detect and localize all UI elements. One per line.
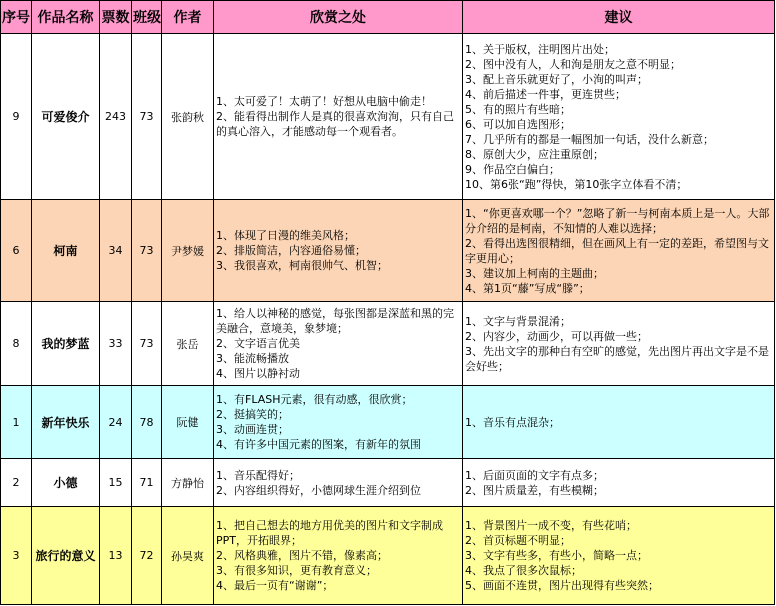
header-votes: 票数 xyxy=(100,1,132,34)
cell-votes: 243 xyxy=(100,34,132,200)
appreciation-line: 1、把自己想去的地方用优美的图片和文字制成PPT，开拓眼界； xyxy=(216,519,443,547)
appreciation-line: 1、给人以神秘的感觉，每张图都是深蓝和黑的完美融合，意境美，象梦境； xyxy=(216,307,454,335)
suggestions-line: 10、第6张“跑”得快，第10张字立体看不清； xyxy=(465,177,688,191)
suggestions-line: 3、配上音乐就更好了，小洵的叫声； xyxy=(465,72,648,86)
suggestions-line: 4、我点了很多次鼠标； xyxy=(465,564,582,577)
header-title: 作品名称 xyxy=(32,1,100,34)
header-no: 序号 xyxy=(1,1,32,34)
suggestions-line: 1、文字与背景混淆； xyxy=(465,314,571,328)
cell-votes: 15 xyxy=(100,459,132,507)
appreciation-line: 1、体现了日漫的维美风格； xyxy=(216,229,355,242)
table-row xyxy=(1,386,775,459)
suggestions-line: 2、内容少，动画少，可以再做一些； xyxy=(465,329,648,343)
appreciation-line: 4、图片以静衬动 xyxy=(216,367,300,380)
cell-no: 2 xyxy=(1,459,32,507)
cell-suggestions xyxy=(463,302,775,386)
suggestions-line: 7、几乎所有的都是一幅图加一句话，没什么新意； xyxy=(465,132,714,146)
cell-no: 8 xyxy=(1,302,32,386)
cell-suggestions xyxy=(463,386,775,459)
suggestions-line: 1、后面页面的文字有点多； xyxy=(465,468,604,482)
header-row xyxy=(1,1,775,34)
cell-votes: 13 xyxy=(100,507,132,605)
appreciation-line: 3、动画连贯； xyxy=(216,423,289,436)
suggestions-line: 4、第1页“藤”写成“滕”； xyxy=(465,281,590,295)
suggestions-line: 2、看得出选图很精细，但在画风上有一定的差距，希望图与文字更用心； xyxy=(465,236,769,265)
suggestions-line: 5、画面不连贯，图片出现得有些突然； xyxy=(465,579,659,592)
suggestions-line: 2、首页标题不明显； xyxy=(465,534,571,547)
appreciation-line: 1、太可爱了！太萌了！好想从电脑中偷走！ xyxy=(216,95,432,108)
suggestions-line: 4、前后描述一件事，更连贯些； xyxy=(465,87,626,101)
cell-class: 73 xyxy=(132,200,162,302)
cell-title: 我的梦蓝 xyxy=(32,302,100,386)
header-suggestions: 建议 xyxy=(463,1,775,34)
header-author: 作者 xyxy=(162,1,214,34)
cell-author: 张韵秋 xyxy=(162,34,214,200)
appreciation-line: 1、音乐配得好； xyxy=(216,468,300,482)
cell-author: 阮健 xyxy=(162,386,214,459)
cell-title: 新年快乐 xyxy=(32,386,100,459)
suggestions-line: 3、文字有些多，有些小，简略一点； xyxy=(465,549,648,562)
cell-appreciation xyxy=(214,200,463,302)
appreciation-line: 1、有FLASH元素，很有动感，很欣赏； xyxy=(216,393,413,406)
cell-votes: 24 xyxy=(100,386,132,459)
cell-title: 旅行的意义 xyxy=(32,507,100,605)
suggestions-line: 2、图中没有人，人和洵是朋友之意不明显； xyxy=(465,57,681,71)
cell-class: 78 xyxy=(132,386,162,459)
cell-class: 73 xyxy=(132,302,162,386)
cell-author: 孙昊爽 xyxy=(162,507,214,605)
cell-appreciation xyxy=(214,507,463,605)
header-appreciation: 欣赏之处 xyxy=(214,1,463,34)
table-row xyxy=(1,459,775,507)
cell-no: 9 xyxy=(1,34,32,200)
cell-suggestions xyxy=(463,459,775,507)
cell-appreciation xyxy=(214,459,463,507)
suggestions-line: 3、先出文字的那种白有空旷的感觉，先出图片再出文字是不是会好些； xyxy=(465,344,769,373)
table-row xyxy=(1,507,775,605)
suggestions-line: 6、可以加自选图形； xyxy=(465,117,571,131)
cell-no: 3 xyxy=(1,507,32,605)
cell-author: 方静怡 xyxy=(162,459,214,507)
suggestions-line: 5、有的照片有些暗； xyxy=(465,102,571,116)
cell-appreciation xyxy=(214,386,463,459)
suggestions-line: 1、“你更喜欢哪一个？”忽略了新一与柯南本质上是一人。大部分介绍的是柯南，不知情的人难以选择； xyxy=(465,206,770,235)
cell-class: 72 xyxy=(132,507,162,605)
cell-title: 可爱俊介 xyxy=(32,34,100,200)
header-class: 班级 xyxy=(132,1,162,34)
appreciation-line: 2、排版简洁，内容通俗易懂； xyxy=(216,244,366,257)
suggestions-line: 3、建议加上柯南的主题曲； xyxy=(465,266,604,280)
appreciation-line: 3、有很多知识，更有教育意义； xyxy=(216,564,377,577)
table-row xyxy=(1,200,775,302)
table-row xyxy=(1,34,775,200)
suggestions-line: 9、作品空白偏白； xyxy=(465,162,560,176)
cell-title: 柯南 xyxy=(32,200,100,302)
appreciation-line: 4、最后一页有“谢谢”； xyxy=(216,579,334,592)
suggestions-line: 1、音乐有点混杂； xyxy=(465,415,560,429)
appreciation-line: 2、风格典雅，图片不错，像素高； xyxy=(216,549,388,562)
suggestions-line: 1、关于版权，注明图片出处； xyxy=(465,42,615,56)
appreciation-line: 2、文字语言优美 xyxy=(216,337,300,350)
suggestions-line: 8、原创大少，应注重原创； xyxy=(465,147,604,161)
cell-appreciation xyxy=(214,302,463,386)
cell-no: 1 xyxy=(1,386,32,459)
appreciation-line: 3、我很喜欢，柯南很帅气、机智； xyxy=(216,259,388,272)
cell-votes: 33 xyxy=(100,302,132,386)
appreciation-line: 2、挺搞笑的； xyxy=(216,408,289,421)
table-row xyxy=(1,302,775,386)
cell-title: 小德 xyxy=(32,459,100,507)
cell-votes: 34 xyxy=(100,200,132,302)
appreciation-line: 2、内容组织得好，小德网球生涯介绍到位 xyxy=(216,483,421,497)
appreciation-line: 3、能流畅播放 xyxy=(216,352,289,365)
cell-no: 6 xyxy=(1,200,32,302)
cell-suggestions xyxy=(463,34,775,200)
cell-class: 71 xyxy=(132,459,162,507)
cell-appreciation xyxy=(214,34,463,200)
cell-suggestions xyxy=(463,507,775,605)
cell-author: 张岳 xyxy=(162,302,214,386)
suggestions-line: 2、图片质量差，有些模糊； xyxy=(465,483,604,497)
suggestions-line: 1、背景图片一成不变，有些花哨； xyxy=(465,519,637,532)
cell-class: 73 xyxy=(132,34,162,200)
cell-author: 尹梦媛 xyxy=(162,200,214,302)
cell-suggestions xyxy=(463,200,775,302)
appreciation-line: 4、有许多中国元素的图案，有新年的氛围 xyxy=(216,438,421,451)
appreciation-line: 2、能看得出制作人是真的很喜欢洵洵，只有自己的真心溶入，才能感动每一个观看者。 xyxy=(216,110,454,138)
